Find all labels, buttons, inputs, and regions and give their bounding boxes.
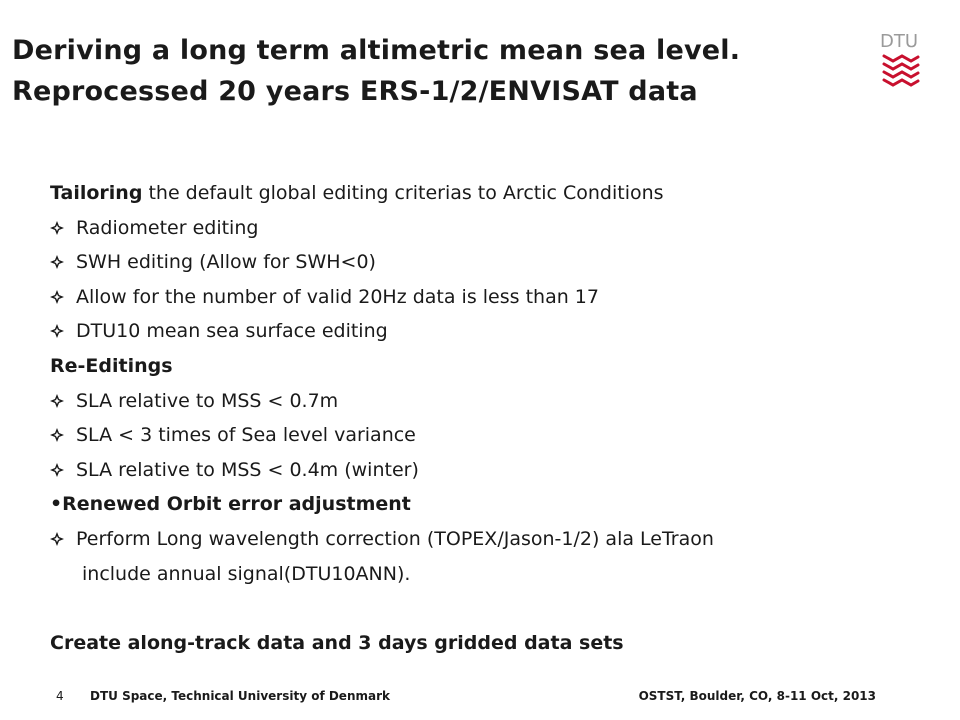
list-item-text: SLA relative to MSS < 0.7m [76, 389, 339, 412]
list-item-text: SLA < 3 times of Sea level variance [76, 424, 416, 447]
list-item-text: Radiometer editing [76, 216, 259, 239]
footer-organization: DTU Space, Technical University of Denmark [90, 689, 390, 703]
list-item [50, 522, 930, 557]
dtu-logo-icon [880, 30, 920, 90]
logo-text: DTU [880, 31, 919, 52]
list-item [50, 314, 930, 349]
tailoring-text: the default global editing criterias to Arctic Conditions [142, 182, 664, 204]
list-item [50, 384, 930, 419]
list-item [50, 418, 930, 453]
footer-conference: OSTST, Boulder, CO, 8-11 Oct, 2013 [638, 689, 876, 703]
section-heading [50, 349, 930, 384]
diamond-star-icon [50, 211, 76, 245]
list-item-text: Perform Long wavelength correction (TOPEX/Jason-1/2) ala LeTraon [76, 527, 714, 550]
page-number: 4 [56, 689, 64, 703]
list-item [50, 453, 930, 488]
re-editings-heading: Re-Editings [50, 354, 173, 377]
intro-line [50, 176, 930, 211]
diamond-star-icon [50, 314, 76, 348]
slide-footer [0, 686, 960, 706]
slide-title [12, 30, 872, 112]
diamond-star-icon [50, 245, 76, 279]
list-item [50, 211, 930, 246]
orbit-heading: Renewed Orbit error adjustment [62, 493, 411, 516]
list-item-text: DTU10 mean sea surface editing [76, 320, 388, 343]
diamond-star-icon [50, 384, 76, 418]
dot-bullet: • [50, 493, 63, 516]
conclusion-line [50, 626, 930, 661]
title-line-1: Deriving a long term altimetric mean sea level. [12, 35, 741, 66]
section-heading [50, 487, 930, 522]
list-item [50, 245, 930, 280]
list-item-text: SWH editing (Allow for SWH<0) [76, 251, 376, 274]
list-item-text: Allow for the number of valid 20Hz data is less than 17 [76, 285, 599, 308]
list-item-continuation: include annual signal(DTU10ANN). [82, 562, 411, 585]
list-item [50, 280, 930, 315]
diamond-star-icon [50, 418, 76, 452]
diamond-star-icon [50, 280, 76, 314]
diamond-star-icon [50, 453, 76, 487]
conclusion-text: Create along-track data and 3 days gridded data sets [50, 631, 624, 654]
slide-body [50, 176, 930, 660]
diamond-star-icon [50, 522, 76, 556]
title-line-2: Reprocessed 20 years ERS-1/2/ENVISAT data [12, 76, 698, 107]
list-item-text: SLA relative to MSS < 0.4m (winter) [76, 458, 419, 481]
tailoring-label: Tailoring [50, 182, 143, 204]
spacer [50, 591, 930, 626]
